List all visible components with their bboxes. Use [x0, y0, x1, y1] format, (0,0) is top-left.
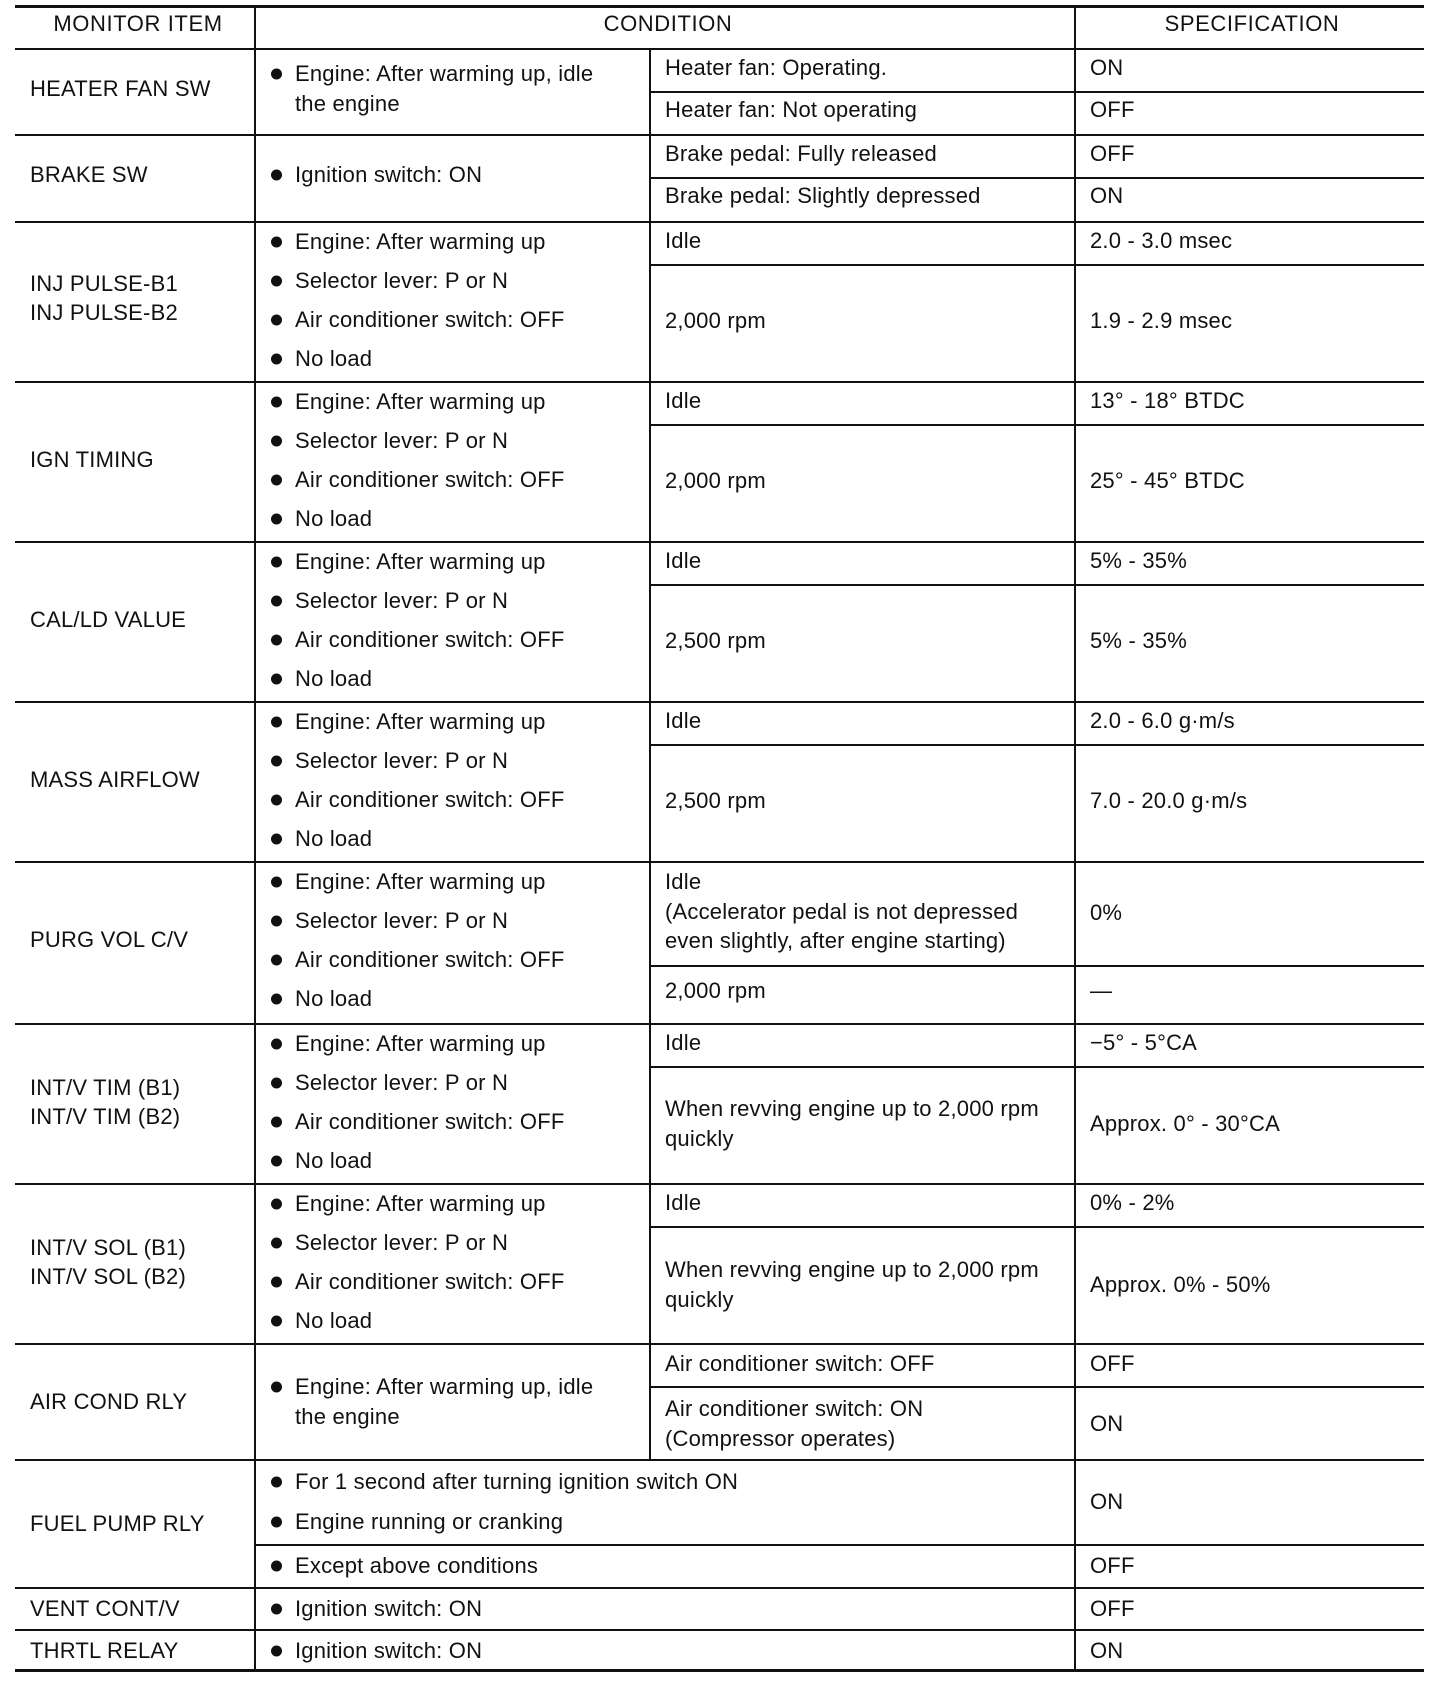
condition-text: Air conditioner switch: OFF	[295, 1109, 565, 1134]
column-divider	[254, 6, 256, 1670]
table-bottom-border	[15, 1669, 1424, 1672]
monitor-item-label: INT/V TIM (B2)	[30, 1104, 181, 1129]
condition-text: Selector lever: P or N	[295, 588, 509, 613]
condition-text: No load	[295, 1308, 373, 1333]
monitor-item-label: INJ PULSE-B2	[30, 300, 178, 325]
specification-value: Approx. 0° - 30°CA	[1090, 1111, 1280, 1136]
specification-value: ON	[1090, 1411, 1124, 1436]
condition-text: Engine: After warming up	[295, 709, 546, 734]
monitor-item-label: INT/V TIM (B1)	[30, 1075, 181, 1100]
sub-condition-text: Brake pedal: Slightly depressed	[665, 183, 981, 208]
bullet-icon	[271, 916, 282, 927]
monitor-item-label: FUEL PUMP RLY	[30, 1511, 205, 1536]
monitor-item-label: AIR COND RLY	[30, 1389, 188, 1414]
bullet-icon	[271, 994, 282, 1005]
specification-value: OFF	[1090, 141, 1135, 166]
specification-value: 25° - 45° BTDC	[1090, 468, 1245, 493]
header-divider	[15, 48, 1424, 50]
condition-text: Engine: After warming up	[295, 1031, 546, 1056]
condition-text: Selector lever: P or N	[295, 908, 509, 933]
condition-text: Engine: After warming up	[295, 1191, 546, 1216]
condition-text: Air conditioner switch: OFF	[295, 787, 565, 812]
sub-row-divider	[650, 264, 1424, 266]
bullet-icon	[271, 955, 282, 966]
column-divider	[649, 542, 651, 702]
specification-value: 2.0 - 3.0 msec	[1090, 228, 1233, 253]
bullet-icon	[271, 1238, 282, 1249]
specification-value: OFF	[1090, 97, 1135, 122]
condition-text: No load	[295, 826, 373, 851]
condition-text: No load	[295, 346, 373, 371]
bullet-icon	[271, 1039, 282, 1050]
condition-text: Engine: After warming up, idle	[295, 61, 594, 86]
sub-condition-text: Idle	[665, 869, 702, 894]
specification-value: ON	[1090, 55, 1124, 80]
row-divider	[15, 1183, 1424, 1185]
monitor-item-label: INT/V SOL (B1)	[30, 1235, 187, 1260]
row-divider	[15, 134, 1424, 136]
specification-value: 7.0 - 20.0 g·m/s	[1090, 788, 1248, 813]
bullet-icon	[271, 1156, 282, 1167]
monitor-item-label: INT/V SOL (B2)	[30, 1264, 187, 1289]
condition-text: Engine: After warming up	[295, 389, 546, 414]
row-divider	[15, 1629, 1424, 1631]
condition-text: Engine: After warming up	[295, 229, 546, 254]
condition-text: Air conditioner switch: OFF	[295, 1269, 565, 1294]
row-divider	[15, 861, 1424, 863]
sub-condition-text: Air conditioner switch: OFF	[665, 1351, 935, 1376]
condition-text: the engine	[295, 91, 400, 116]
column-divider	[649, 1184, 651, 1344]
sub-condition-text: 2,500 rpm	[665, 628, 766, 653]
condition-text: For 1 second after turning ignition switch ON	[295, 1469, 739, 1494]
monitor-item-label: PURG VOL C/V	[30, 927, 189, 952]
condition-text: Air conditioner switch: OFF	[295, 307, 565, 332]
bullet-icon	[271, 1604, 282, 1615]
condition-text: Ignition switch: ON	[295, 1596, 483, 1621]
bullet-icon	[271, 1382, 282, 1393]
sub-condition-text: 2,000 rpm	[665, 978, 766, 1003]
bullet-icon	[271, 717, 282, 728]
column-divider	[649, 135, 651, 222]
row-divider	[15, 541, 1424, 543]
sub-condition-text: quickly	[665, 1126, 734, 1151]
bullet-icon	[271, 1316, 282, 1327]
condition-text: the engine	[295, 1404, 400, 1429]
column-divider	[649, 49, 651, 135]
condition-text: Selector lever: P or N	[295, 1230, 509, 1255]
specification-value: 5% - 35%	[1090, 628, 1187, 653]
column-divider	[649, 702, 651, 862]
column-divider	[649, 1024, 651, 1184]
row-divider	[15, 221, 1424, 223]
column-divider	[649, 862, 651, 1024]
sub-condition-text: even slightly, after engine starting)	[665, 928, 1006, 953]
row-divider	[15, 381, 1424, 383]
condition-text: No load	[295, 1148, 373, 1173]
condition-text: Except above conditions	[295, 1553, 539, 1578]
sub-condition-text: Idle	[665, 388, 702, 413]
specification-value: 1.9 - 2.9 msec	[1090, 308, 1233, 333]
sub-condition-text: Idle	[665, 1190, 702, 1215]
sub-row-divider	[255, 1544, 1424, 1546]
condition-text: Ignition switch: ON	[295, 1638, 483, 1663]
sub-row-divider	[650, 1066, 1424, 1068]
sub-condition-text: (Accelerator pedal is not depressed	[665, 899, 1019, 924]
bullet-icon	[271, 596, 282, 607]
condition-text: Air conditioner switch: OFF	[295, 947, 565, 972]
monitor-item-label: IGN TIMING	[30, 447, 154, 472]
sub-condition-text: Idle	[665, 228, 702, 253]
bullet-icon	[271, 1646, 282, 1657]
column-divider	[1074, 6, 1076, 1670]
monitor-item-label: BRAKE SW	[30, 162, 148, 187]
monitor-item-label: CAL/LD VALUE	[30, 607, 187, 632]
condition-text: Air conditioner switch: OFF	[295, 467, 565, 492]
condition-text: No load	[295, 506, 373, 531]
specification-value: ON	[1090, 1489, 1124, 1514]
sub-row-divider	[650, 91, 1424, 93]
sub-condition-text: quickly	[665, 1287, 734, 1312]
row-divider	[15, 701, 1424, 703]
bullet-icon	[271, 1199, 282, 1210]
table-top-border	[15, 5, 1424, 8]
bullet-icon	[271, 69, 282, 80]
condition-text: Engine: After warming up, idle	[295, 1374, 594, 1399]
condition-text: Engine: After warming up	[295, 549, 546, 574]
monitor-item-label: VENT CONT/V	[30, 1596, 180, 1621]
bullet-icon	[271, 354, 282, 365]
sub-condition-text: When revving engine up to 2,000 rpm	[665, 1096, 1039, 1121]
sub-row-divider	[650, 1226, 1424, 1228]
bullet-icon	[271, 1561, 282, 1572]
sub-condition-text: Heater fan: Not operating	[665, 97, 918, 122]
bullet-icon	[271, 1277, 282, 1288]
sub-row-divider	[650, 177, 1424, 179]
bullet-icon	[271, 1117, 282, 1128]
monitor-item-label: MASS AIRFLOW	[30, 767, 200, 792]
sub-condition-text: Idle	[665, 548, 702, 573]
specification-value: 0%	[1090, 900, 1123, 925]
header-specification: SPECIFICATION	[1164, 11, 1340, 36]
monitor-item-label: INJ PULSE-B1	[30, 271, 178, 296]
bullet-icon	[271, 557, 282, 568]
bullet-icon	[271, 276, 282, 287]
bullet-icon	[271, 170, 282, 181]
bullet-icon	[271, 1517, 282, 1528]
condition-text: Selector lever: P or N	[295, 1070, 509, 1095]
sub-condition-text: Idle	[665, 1030, 702, 1055]
condition-text: Selector lever: P or N	[295, 268, 509, 293]
specification-value: 2.0 - 6.0 g·m/s	[1090, 708, 1235, 733]
condition-text: Selector lever: P or N	[295, 428, 509, 453]
condition-text: Ignition switch: ON	[295, 162, 483, 187]
row-divider	[15, 1459, 1424, 1461]
sub-row-divider	[650, 744, 1424, 746]
bullet-icon	[271, 514, 282, 525]
specification-value: −5° - 5°CA	[1090, 1030, 1198, 1055]
column-divider	[649, 382, 651, 542]
bullet-icon	[271, 475, 282, 486]
condition-text: Engine: After warming up	[295, 869, 546, 894]
specification-value: ON	[1090, 183, 1124, 208]
sub-condition-text: Brake pedal: Fully released	[665, 141, 937, 166]
bullet-icon	[271, 397, 282, 408]
specification-value: Approx. 0% - 50%	[1090, 1272, 1271, 1297]
bullet-icon	[271, 834, 282, 845]
bullet-icon	[271, 436, 282, 447]
condition-text: No load	[295, 666, 373, 691]
column-divider	[649, 1344, 651, 1460]
condition-text: Air conditioner switch: OFF	[295, 627, 565, 652]
condition-text: Engine running or cranking	[295, 1509, 564, 1534]
sub-row-divider	[650, 1386, 1424, 1388]
sub-condition-text: Heater fan: Operating.	[665, 55, 888, 80]
specification-value: ON	[1090, 1638, 1124, 1663]
bullet-icon	[271, 674, 282, 685]
sub-condition-text: 2,000 rpm	[665, 308, 766, 333]
specification-value: —	[1090, 978, 1113, 1003]
row-divider	[15, 1023, 1424, 1025]
sub-condition-text: Air conditioner switch: ON	[665, 1396, 924, 1421]
bullet-icon	[271, 635, 282, 646]
sub-condition-text: 2,000 rpm	[665, 468, 766, 493]
row-divider	[15, 1343, 1424, 1345]
monitor-item-label: HEATER FAN SW	[30, 76, 211, 101]
bullet-icon	[271, 1477, 282, 1488]
specification-value: 0% - 2%	[1090, 1190, 1175, 1215]
header-monitor-item: MONITOR ITEM	[53, 11, 223, 36]
row-divider	[15, 1587, 1424, 1589]
specification-value: OFF	[1090, 1351, 1135, 1376]
specification-value: 5% - 35%	[1090, 548, 1187, 573]
sub-condition-text: (Compressor operates)	[665, 1426, 896, 1451]
sub-condition-text: Idle	[665, 708, 702, 733]
specification-value: 13° - 18° BTDC	[1090, 388, 1245, 413]
bullet-icon	[271, 877, 282, 888]
bullet-icon	[271, 756, 282, 767]
sub-row-divider	[650, 424, 1424, 426]
condition-text: Selector lever: P or N	[295, 748, 509, 773]
bullet-icon	[271, 315, 282, 326]
specification-value: OFF	[1090, 1553, 1135, 1578]
bullet-icon	[271, 795, 282, 806]
condition-text: No load	[295, 986, 373, 1011]
monitor-item-label: THRTL RELAY	[30, 1638, 179, 1663]
column-divider	[649, 222, 651, 382]
sub-row-divider	[650, 584, 1424, 586]
bullet-icon	[271, 237, 282, 248]
header-condition: CONDITION	[603, 11, 733, 36]
bullet-icon	[271, 1078, 282, 1089]
sub-row-divider	[650, 965, 1424, 967]
sub-condition-text: When revving engine up to 2,000 rpm	[665, 1257, 1039, 1282]
sub-condition-text: 2,500 rpm	[665, 788, 766, 813]
specification-value: OFF	[1090, 1596, 1135, 1621]
